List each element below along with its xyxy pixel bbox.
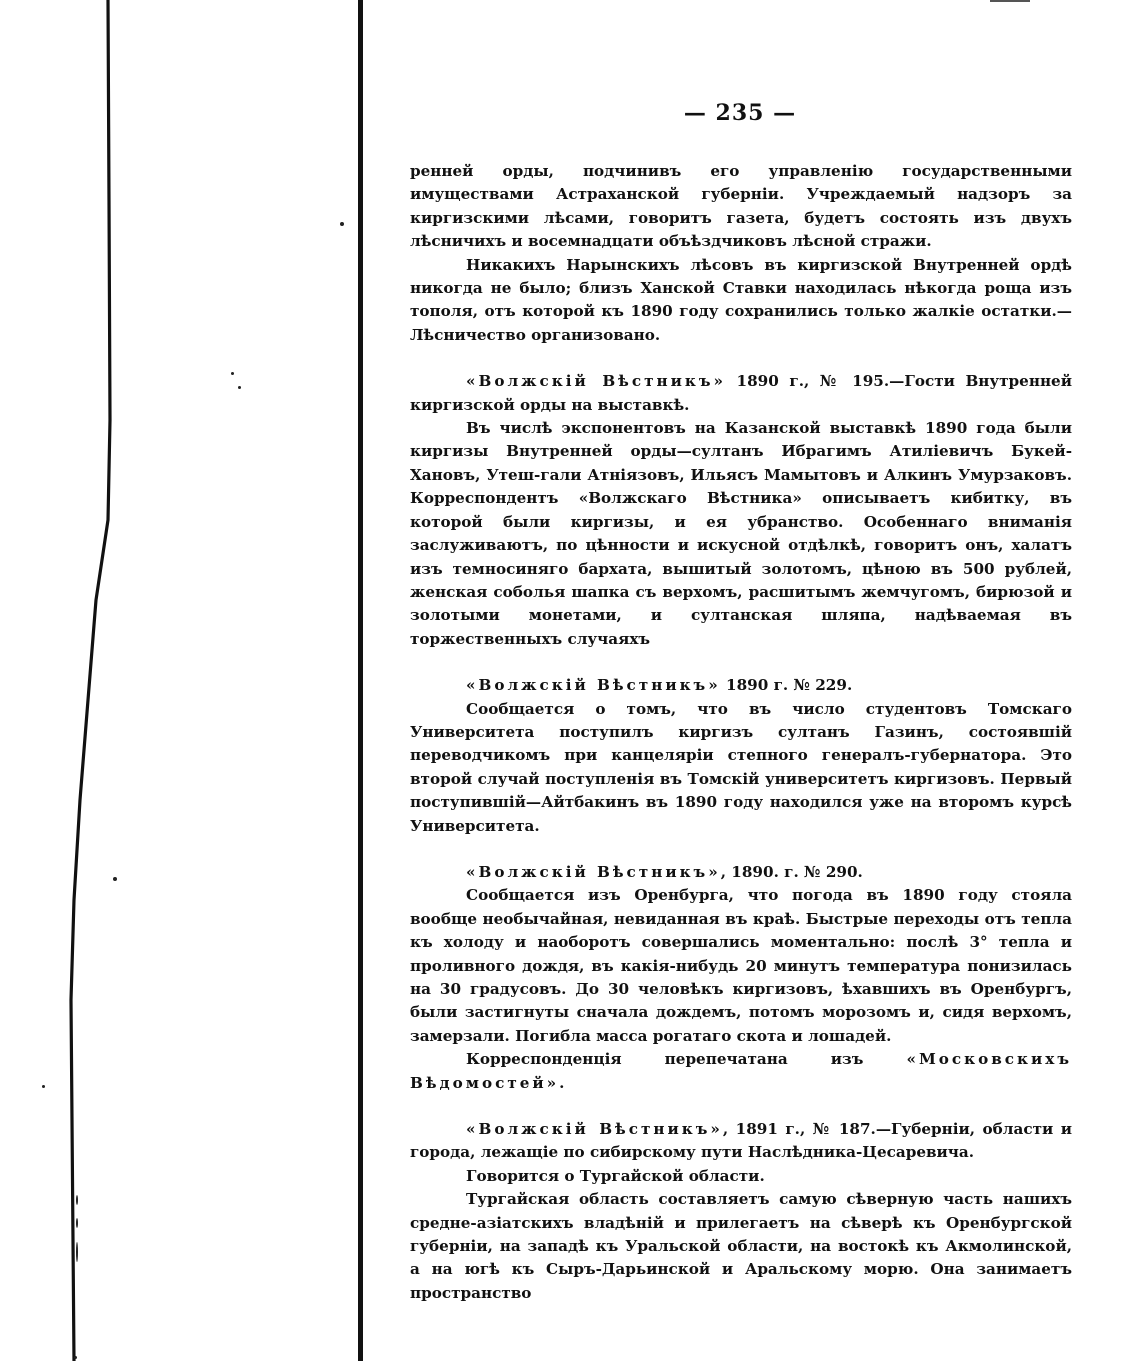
source-title: «Волжскій Вѣстникъ»: [466, 862, 721, 881]
paragraph: Сообщается о томъ, что въ число студентовъ Томскаго Университета поступилъ киргизъ султанъ Газинъ, состоявшій переводчикомъ при канцеляріи степного генералъ-губернатора. Это второй случай поступленія въ Томскій университетъ киргизовъ. Первый поступившій—Айтбакинъ въ 1890 году находился уже на второмъ курсѣ Университета.: [410, 699, 1072, 835]
page-spine-edge: [358, 0, 363, 1361]
scan-speck: [231, 372, 234, 375]
section-gap: [410, 838, 1072, 861]
scan-speck: [76, 1218, 78, 1228]
paragraph: Говорится о Тургайской области.: [466, 1166, 765, 1185]
source-title: «Волжскій Вѣстникъ»: [466, 372, 726, 391]
entry-reference: , 1890. г. № 290.: [720, 862, 863, 881]
source-title: «Волжскій Вѣстникъ»: [466, 676, 721, 695]
scan-speck: [76, 1242, 78, 1262]
section-gap: [410, 651, 1072, 674]
page-body-text: [410, 160, 1072, 1305]
scan-speck: [76, 1195, 78, 1205]
left-page-margin: [0, 0, 358, 1361]
scan-speck: [340, 222, 344, 226]
paragraph-text: Корреспонденція перепечатана изъ: [466, 1050, 907, 1069]
paragraph: Никакихъ Нарынскихъ лѣсовъ въ киргизской Внутренней ордѣ никогда не было; близъ Ханской Ставки находилась нѣкогда роща изъ тополя, отъ которой къ 1890 году сохранились только жалкіе остатки.—Лѣсничество организовано.: [410, 255, 1072, 344]
scan-speck: [238, 386, 241, 389]
section-gap: [410, 347, 1072, 370]
paragraph: ренней орды, подчинивъ его управленію государственными имуществами Астраханской губерніи. Учреждаемый надзоръ за киргизскими лѣсами, говоритъ газета, будетъ состоять изъ двухъ лѣсничихъ и восемнадцати объѣздчиковъ лѣсной стражи.: [410, 162, 1072, 251]
scan-top-mark: [990, 0, 1030, 2]
entry-reference: , 1891 г., № 187.—Губерніи, области и города, лежащіе по сибирскому пути Наслѣдника-Цесаревича.: [410, 1120, 1072, 1162]
source-title: «Московскихъ Вѣдомостей».: [410, 1050, 1072, 1092]
page-crease-line: [0, 0, 358, 1361]
scan-speck: [42, 1085, 45, 1088]
scan-speck: [74, 1356, 77, 1359]
entry-reference: 1890 г. № 229.: [720, 676, 853, 695]
section-gap: [410, 1095, 1072, 1118]
paragraph: Тургайская область составляетъ самую сѣверную часть нашихъ средне-азіатскихъ владѣній и прилегаетъ на сѣверѣ къ Оренбургской губерніи, на западѣ къ Уральской области, на востокѣ къ Акмолинской, а на югѣ къ Сыръ-Дарьинской и Аральскому морю. Она занимаетъ пространство: [410, 1190, 1072, 1302]
news-entry-heading: [410, 1118, 1072, 1165]
paragraph: Въ числѣ экспонентовъ на Казанской выставкѣ 1890 года были киргизы Внутренней орды—султанъ Ибрагимъ Атиліевичъ Букей-Хановъ, Утеш-гали Атніязовъ, Ильясъ Мамытовъ и Алкинъ Умурзаковъ. Корреспондентъ «Волжскаго Вѣстника» описываетъ кибитку, въ которой были киргизы, и ея убранство. Особеннаго вниманія заслуживаютъ, по цѣнности и искусной отдѣлкѣ, говоритъ онъ, халатъ изъ темносиняго бархата, вышитый золотомъ, цѣною въ 500 рублей, женская соболья шапка съ верхомъ, расшитымъ жемчугомъ, бирюзой и золотыми монетами, и султанская шляпа, надѣваемая въ торжественныхъ случаяхъ: [410, 419, 1072, 648]
source-title: «Волжскій Вѣстникъ»: [466, 1120, 723, 1139]
paragraph: [410, 1048, 1072, 1095]
page-number: — 235 —: [683, 100, 797, 126]
news-entry-heading: [410, 861, 1072, 884]
paragraph: Сообщается изъ Оренбурга, что погода въ 1890 году стояла вообще необычайная, невиданная въ краѣ. Быстрые переходы отъ тепла къ холоду и наоборотъ совершались моментально: послѣ 3° тепла и проливного дождя, въ какія-нибудь 20 минутъ температура понизилась на 30 градусовъ. До 30 человѣкъ киргизовъ, ѣхавшихъ въ Оренбургъ, были застигнуты сначала дождемъ, потомъ морозомъ и, сидя верхомъ, замерзали. Погибла масса рогатаго скота и лошадей.: [410, 886, 1072, 1045]
news-entry-heading: [410, 674, 1072, 697]
news-entry-heading: [410, 370, 1072, 417]
entry-reference: 1890 г., № 195.—Гости Внутренней киргизской орды на выставкѣ.: [410, 372, 1072, 414]
scan-speck: [113, 877, 117, 881]
